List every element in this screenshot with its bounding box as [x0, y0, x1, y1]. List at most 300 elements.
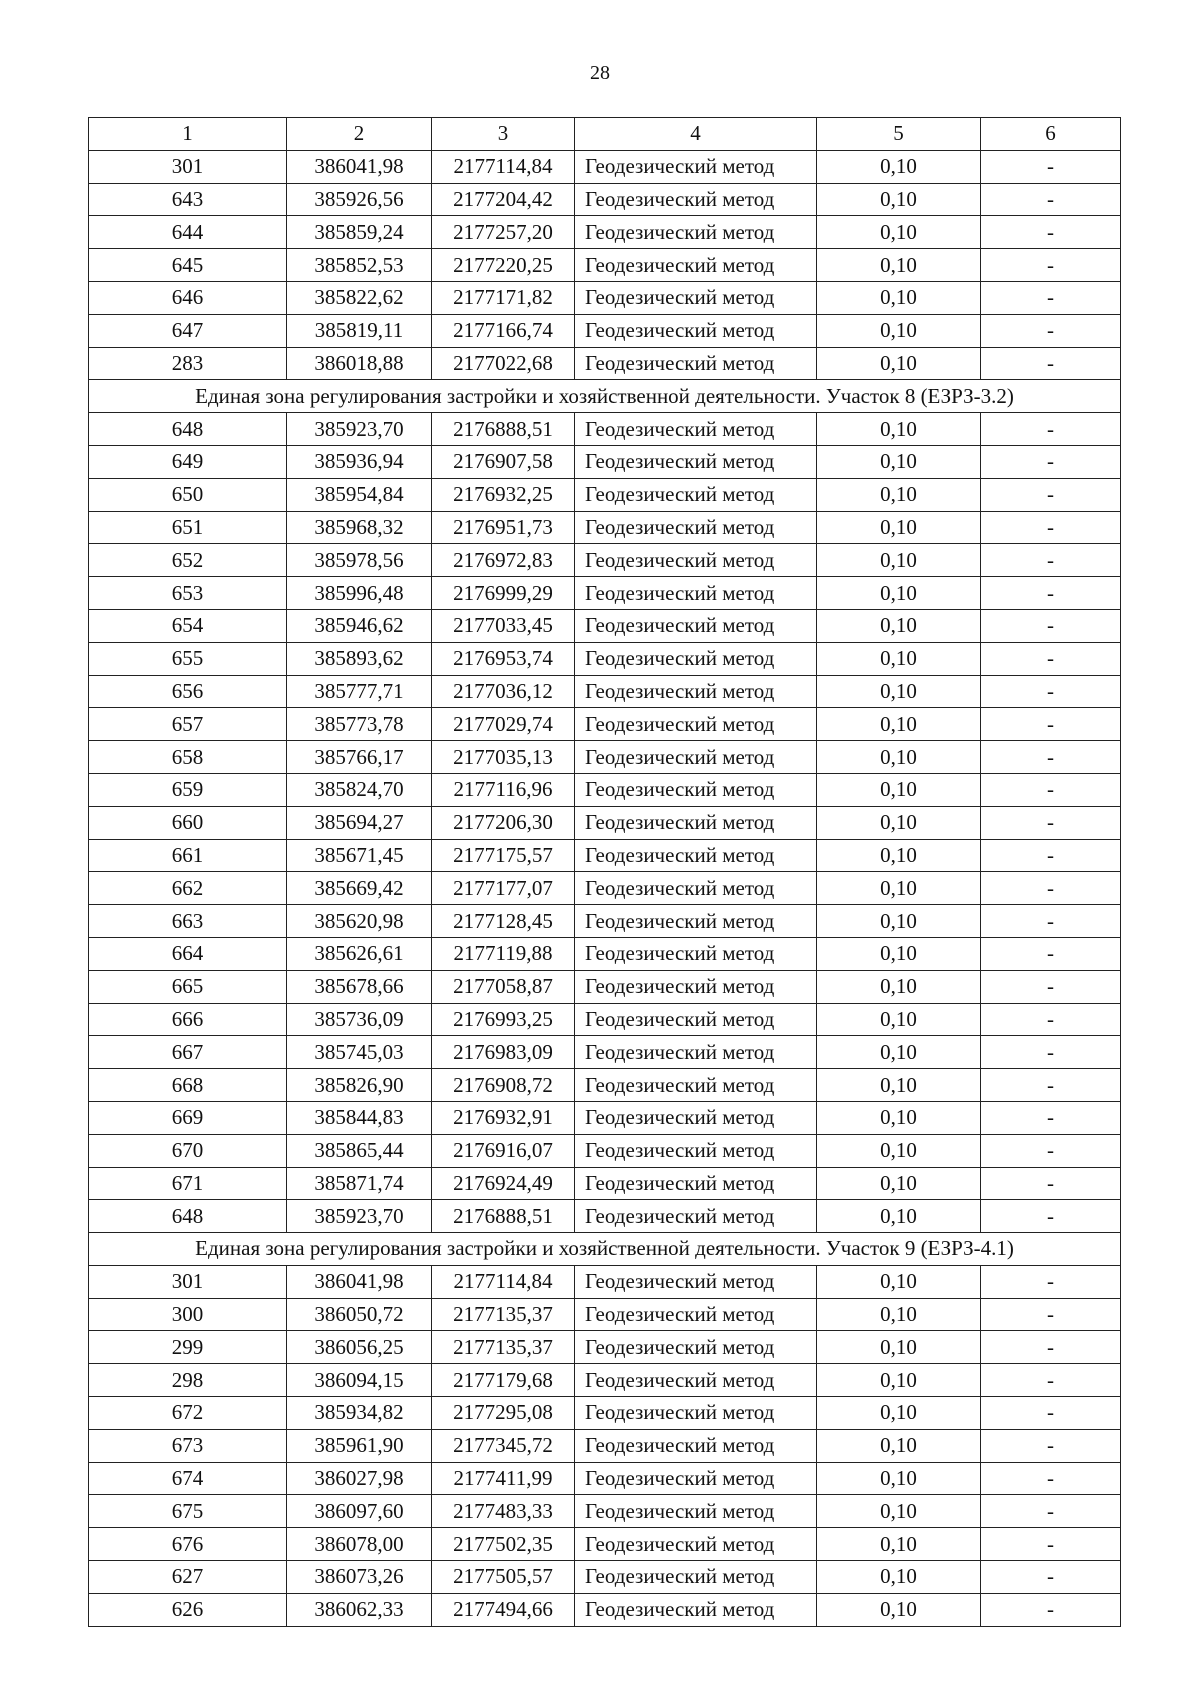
- table-cell: Геодезический метод: [575, 347, 817, 380]
- table-cell: 0,10: [817, 1397, 981, 1430]
- table-cell: 385844,83: [287, 1101, 432, 1134]
- table-cell: 386094,15: [287, 1364, 432, 1397]
- table-row: [89, 872, 1121, 905]
- table-cell: 2177128,45: [432, 905, 575, 938]
- column-header: 4: [575, 118, 817, 151]
- table-cell: -: [981, 347, 1121, 380]
- table-cell: -: [981, 741, 1121, 774]
- table-cell: 300: [89, 1298, 287, 1331]
- table-row: [89, 413, 1121, 446]
- table-cell: 675: [89, 1495, 287, 1528]
- table-cell: 386078,00: [287, 1528, 432, 1561]
- table-cell: 659: [89, 773, 287, 806]
- table-cell: 2176999,29: [432, 577, 575, 610]
- table-cell: -: [981, 281, 1121, 314]
- table-row: [89, 511, 1121, 544]
- table-cell: 2176932,91: [432, 1101, 575, 1134]
- table-cell: -: [981, 1101, 1121, 1134]
- table-cell: 0,10: [817, 1495, 981, 1528]
- table-cell: 2176907,58: [432, 445, 575, 478]
- table-cell: 0,10: [817, 511, 981, 544]
- table-cell: 669: [89, 1101, 287, 1134]
- table-row: [89, 1462, 1121, 1495]
- table-cell: 0,10: [817, 183, 981, 216]
- table-row: [89, 1298, 1121, 1331]
- table-cell: 385852,53: [287, 249, 432, 282]
- table-cell: 626: [89, 1593, 287, 1626]
- table-cell: 647: [89, 314, 287, 347]
- table-cell: -: [981, 839, 1121, 872]
- table-row: [89, 577, 1121, 610]
- table-cell: 646: [89, 281, 287, 314]
- table-cell: 2177166,74: [432, 314, 575, 347]
- table-row: [89, 642, 1121, 675]
- table-cell: -: [981, 544, 1121, 577]
- section-title-row: [89, 380, 1121, 413]
- table-cell: 0,10: [817, 1528, 981, 1561]
- table-cell: -: [981, 872, 1121, 905]
- table-cell: 2177036,12: [432, 675, 575, 708]
- table-cell: -: [981, 478, 1121, 511]
- table-cell: -: [981, 970, 1121, 1003]
- table-cell: 654: [89, 609, 287, 642]
- table-cell: Геодезический метод: [575, 1429, 817, 1462]
- table-cell: 385824,70: [287, 773, 432, 806]
- table-cell: 385968,32: [287, 511, 432, 544]
- table-cell: 2176953,74: [432, 642, 575, 675]
- table-cell: Геодезический метод: [575, 937, 817, 970]
- table-cell: 2177411,99: [432, 1462, 575, 1495]
- table-cell: Геодезический метод: [575, 1495, 817, 1528]
- table-cell: -: [981, 511, 1121, 544]
- table-cell: Геодезический метод: [575, 1003, 817, 1036]
- table-cell: 0,10: [817, 1593, 981, 1626]
- table-row: [89, 806, 1121, 839]
- table-cell: 2177206,30: [432, 806, 575, 839]
- table-cell: 385773,78: [287, 708, 432, 741]
- table-cell: 663: [89, 905, 287, 938]
- table-cell: 2177179,68: [432, 1364, 575, 1397]
- table-cell: -: [981, 445, 1121, 478]
- table-cell: 385822,62: [287, 281, 432, 314]
- table-cell: -: [981, 1036, 1121, 1069]
- table-cell: 0,10: [817, 577, 981, 610]
- table-row: [89, 773, 1121, 806]
- table-cell: 0,10: [817, 1134, 981, 1167]
- table-cell: 385923,70: [287, 413, 432, 446]
- table-row: [89, 1561, 1121, 1594]
- table-cell: 2177502,35: [432, 1528, 575, 1561]
- table-cell: -: [981, 609, 1121, 642]
- table-cell: 0,10: [817, 970, 981, 1003]
- table-row: [89, 183, 1121, 216]
- table-cell: 671: [89, 1167, 287, 1200]
- table-row: [89, 708, 1121, 741]
- table-cell: 386097,60: [287, 1495, 432, 1528]
- table-cell: 666: [89, 1003, 287, 1036]
- table-cell: -: [981, 1593, 1121, 1626]
- table-cell: 2176972,83: [432, 544, 575, 577]
- table-cell: Геодезический метод: [575, 511, 817, 544]
- table-cell: 2177494,66: [432, 1593, 575, 1626]
- table-cell: 0,10: [817, 1429, 981, 1462]
- table-cell: 2177177,07: [432, 872, 575, 905]
- table-cell: 0,10: [817, 249, 981, 282]
- table-cell: 385893,62: [287, 642, 432, 675]
- table-cell: 385626,61: [287, 937, 432, 970]
- table-cell: -: [981, 1003, 1121, 1036]
- column-header: 6: [981, 118, 1121, 151]
- table-cell: 0,10: [817, 1200, 981, 1233]
- table-cell: -: [981, 314, 1121, 347]
- table-row: [89, 249, 1121, 282]
- table-cell: 2177204,42: [432, 183, 575, 216]
- table-cell: Геодезический метод: [575, 577, 817, 610]
- table-row: [89, 281, 1121, 314]
- column-header: 1: [89, 118, 287, 151]
- table-cell: 665: [89, 970, 287, 1003]
- table-cell: Геодезический метод: [575, 544, 817, 577]
- table-cell: 673: [89, 1429, 287, 1462]
- table-row: [89, 1495, 1121, 1528]
- table-row: [89, 544, 1121, 577]
- table-row: [89, 675, 1121, 708]
- table-cell: 385819,11: [287, 314, 432, 347]
- table-cell: 385736,09: [287, 1003, 432, 1036]
- table-cell: 2177029,74: [432, 708, 575, 741]
- table-cell: 0,10: [817, 1265, 981, 1298]
- table-row: [89, 609, 1121, 642]
- table-cell: 385954,84: [287, 478, 432, 511]
- table-cell: 2176916,07: [432, 1134, 575, 1167]
- table-cell: -: [981, 183, 1121, 216]
- table-cell: 653: [89, 577, 287, 610]
- table-cell: 0,10: [817, 642, 981, 675]
- table-header-row: [89, 118, 1121, 151]
- table-cell: 2177033,45: [432, 609, 575, 642]
- table-cell: 2177483,33: [432, 1495, 575, 1528]
- table-row: [89, 905, 1121, 938]
- table-cell: 0,10: [817, 347, 981, 380]
- table-cell: 2176993,25: [432, 1003, 575, 1036]
- table-cell: Геодезический метод: [575, 1298, 817, 1331]
- table-cell: 662: [89, 872, 287, 905]
- table-cell: -: [981, 1397, 1121, 1430]
- table-cell: -: [981, 577, 1121, 610]
- table-cell: 2176888,51: [432, 413, 575, 446]
- table-cell: 0,10: [817, 741, 981, 774]
- table-cell: 2177114,84: [432, 150, 575, 183]
- table-cell: 2176932,25: [432, 478, 575, 511]
- table-cell: 386041,98: [287, 1265, 432, 1298]
- table-cell: 672: [89, 1397, 287, 1430]
- table-cell: 301: [89, 150, 287, 183]
- table-cell: Геодезический метод: [575, 183, 817, 216]
- table-cell: -: [981, 1561, 1121, 1594]
- table-row: [89, 1134, 1121, 1167]
- table-cell: 0,10: [817, 445, 981, 478]
- table-cell: Геодезический метод: [575, 1462, 817, 1495]
- table-cell: Геодезический метод: [575, 314, 817, 347]
- table-cell: -: [981, 1528, 1121, 1561]
- table-cell: Геодезический метод: [575, 150, 817, 183]
- table-cell: -: [981, 806, 1121, 839]
- table-cell: Геодезический метод: [575, 249, 817, 282]
- table-row: [89, 1331, 1121, 1364]
- table-cell: 2177295,08: [432, 1397, 575, 1430]
- table-cell: -: [981, 1265, 1121, 1298]
- table-cell: Геодезический метод: [575, 1265, 817, 1298]
- table-row: [89, 150, 1121, 183]
- table-row: [89, 1069, 1121, 1102]
- table-row: [89, 970, 1121, 1003]
- table-cell: 2177058,87: [432, 970, 575, 1003]
- table-cell: 657: [89, 708, 287, 741]
- table-cell: Геодезический метод: [575, 642, 817, 675]
- table-cell: 627: [89, 1561, 287, 1594]
- table-cell: 385961,90: [287, 1429, 432, 1462]
- table-row: [89, 1265, 1121, 1298]
- table-cell: 2177345,72: [432, 1429, 575, 1462]
- table-cell: Геодезический метод: [575, 741, 817, 774]
- table-cell: -: [981, 773, 1121, 806]
- table-cell: 656: [89, 675, 287, 708]
- table-cell: 670: [89, 1134, 287, 1167]
- table-row: [89, 216, 1121, 249]
- table-cell: Геодезический метод: [575, 609, 817, 642]
- table-cell: 652: [89, 544, 287, 577]
- table-cell: 648: [89, 413, 287, 446]
- table-cell: 0,10: [817, 839, 981, 872]
- table-cell: Геодезический метод: [575, 708, 817, 741]
- table-cell: 385766,17: [287, 741, 432, 774]
- table-cell: Геодезический метод: [575, 872, 817, 905]
- table-cell: -: [981, 1495, 1121, 1528]
- table-cell: 651: [89, 511, 287, 544]
- table-cell: Геодезический метод: [575, 478, 817, 511]
- table-cell: 664: [89, 937, 287, 970]
- table-cell: 385678,66: [287, 970, 432, 1003]
- table-cell: 0,10: [817, 544, 981, 577]
- table-cell: 649: [89, 445, 287, 478]
- table-cell: -: [981, 1298, 1121, 1331]
- table-cell: 0,10: [817, 937, 981, 970]
- table-row: [89, 1036, 1121, 1069]
- table-cell: 0,10: [817, 216, 981, 249]
- table-cell: 644: [89, 216, 287, 249]
- table-cell: Геодезический метод: [575, 806, 817, 839]
- table-cell: -: [981, 1462, 1121, 1495]
- table-cell: 385620,98: [287, 905, 432, 938]
- table-cell: 385996,48: [287, 577, 432, 610]
- table-cell: 661: [89, 839, 287, 872]
- table-body: [89, 150, 1121, 1626]
- table-cell: -: [981, 216, 1121, 249]
- table-cell: Геодезический метод: [575, 216, 817, 249]
- table-cell: 2176983,09: [432, 1036, 575, 1069]
- table-cell: 0,10: [817, 413, 981, 446]
- table-cell: Геодезический метод: [575, 1593, 817, 1626]
- table-cell: 2176951,73: [432, 511, 575, 544]
- table-cell: 648: [89, 1200, 287, 1233]
- table-cell: 385865,44: [287, 1134, 432, 1167]
- table-cell: -: [981, 150, 1121, 183]
- table-row: [89, 839, 1121, 872]
- table-row: [89, 314, 1121, 347]
- table-cell: Геодезический метод: [575, 1069, 817, 1102]
- table-cell: 2176924,49: [432, 1167, 575, 1200]
- table-cell: 385936,94: [287, 445, 432, 478]
- table-cell: 0,10: [817, 773, 981, 806]
- table-cell: 0,10: [817, 806, 981, 839]
- table-row: [89, 1101, 1121, 1134]
- table-cell: 0,10: [817, 1101, 981, 1134]
- table-cell: 385745,03: [287, 1036, 432, 1069]
- table-row: [89, 1003, 1121, 1036]
- table-cell: 0,10: [817, 1298, 981, 1331]
- table-row: [89, 1364, 1121, 1397]
- table-cell: 385669,42: [287, 872, 432, 905]
- table-cell: Геодезический метод: [575, 1364, 817, 1397]
- table-cell: 2177505,57: [432, 1561, 575, 1594]
- table-cell: 385671,45: [287, 839, 432, 872]
- table-cell: 0,10: [817, 478, 981, 511]
- table-cell: 674: [89, 1462, 287, 1495]
- table-cell: 2177114,84: [432, 1265, 575, 1298]
- table-cell: 2177119,88: [432, 937, 575, 970]
- table-cell: 386073,26: [287, 1561, 432, 1594]
- table-cell: 385934,82: [287, 1397, 432, 1430]
- table-cell: 386056,25: [287, 1331, 432, 1364]
- table-row: [89, 478, 1121, 511]
- table-cell: 0,10: [817, 675, 981, 708]
- table-cell: 0,10: [817, 872, 981, 905]
- table-row: [89, 445, 1121, 478]
- table-cell: 0,10: [817, 1167, 981, 1200]
- table-cell: 655: [89, 642, 287, 675]
- table-cell: -: [981, 249, 1121, 282]
- table-cell: 2177035,13: [432, 741, 575, 774]
- table-cell: 386050,72: [287, 1298, 432, 1331]
- table-row: [89, 347, 1121, 380]
- table-cell: 385777,71: [287, 675, 432, 708]
- table-cell: -: [981, 937, 1121, 970]
- table-cell: 2177175,57: [432, 839, 575, 872]
- table-cell: 660: [89, 806, 287, 839]
- table-cell: 0,10: [817, 905, 981, 938]
- table-cell: -: [981, 905, 1121, 938]
- table-cell: 0,10: [817, 609, 981, 642]
- table-cell: 2177135,37: [432, 1331, 575, 1364]
- table-cell: -: [981, 1429, 1121, 1462]
- table-cell: 668: [89, 1069, 287, 1102]
- table-cell: 0,10: [817, 1069, 981, 1102]
- table-cell: -: [981, 642, 1121, 675]
- table-cell: 299: [89, 1331, 287, 1364]
- table-cell: 385871,74: [287, 1167, 432, 1200]
- table-cell: Геодезический метод: [575, 1331, 817, 1364]
- table-cell: Геодезический метод: [575, 1528, 817, 1561]
- section-title: Единая зона регулирования застройки и хозяйственной деятельности. Участок 9 (ЕЗРЗ-4.1): [89, 1233, 1121, 1266]
- table-row: [89, 1167, 1121, 1200]
- table-cell: 0,10: [817, 708, 981, 741]
- table-cell: 283: [89, 347, 287, 380]
- table-cell: 386027,98: [287, 1462, 432, 1495]
- table-row: [89, 1593, 1121, 1626]
- column-header: 2: [287, 118, 432, 151]
- table-cell: -: [981, 1069, 1121, 1102]
- table-row: [89, 1429, 1121, 1462]
- table-cell: 298: [89, 1364, 287, 1397]
- table-cell: 0,10: [817, 1364, 981, 1397]
- table-cell: Геодезический метод: [575, 1561, 817, 1594]
- table-cell: 385926,56: [287, 183, 432, 216]
- table-cell: Геодезический метод: [575, 1101, 817, 1134]
- table-cell: 386018,88: [287, 347, 432, 380]
- table-cell: 385694,27: [287, 806, 432, 839]
- table-cell: 667: [89, 1036, 287, 1069]
- table-cell: -: [981, 708, 1121, 741]
- table-cell: 2177171,82: [432, 281, 575, 314]
- table-cell: Геодезический метод: [575, 1397, 817, 1430]
- table-cell: -: [981, 413, 1121, 446]
- table-cell: 385826,90: [287, 1069, 432, 1102]
- table-cell: -: [981, 1364, 1121, 1397]
- table-cell: Геодезический метод: [575, 281, 817, 314]
- table-cell: 2176888,51: [432, 1200, 575, 1233]
- table-cell: -: [981, 1331, 1121, 1364]
- table-cell: 0,10: [817, 150, 981, 183]
- table-cell: Геодезический метод: [575, 413, 817, 446]
- table-cell: -: [981, 675, 1121, 708]
- section-title: Единая зона регулирования застройки и хозяйственной деятельности. Участок 8 (ЕЗРЗ-3.2): [89, 380, 1121, 413]
- table-row: [89, 1397, 1121, 1430]
- table-cell: Геодезический метод: [575, 1134, 817, 1167]
- table-cell: Геодезический метод: [575, 839, 817, 872]
- table-cell: Геодезический метод: [575, 675, 817, 708]
- page-number: 28: [590, 62, 610, 84]
- table-row: [89, 1200, 1121, 1233]
- table-cell: 385978,56: [287, 544, 432, 577]
- table-cell: 2177257,20: [432, 216, 575, 249]
- table-cell: 301: [89, 1265, 287, 1298]
- table-cell: Геодезический метод: [575, 1036, 817, 1069]
- table-cell: 386062,33: [287, 1593, 432, 1626]
- table-cell: 385923,70: [287, 1200, 432, 1233]
- table-cell: 0,10: [817, 1561, 981, 1594]
- table-cell: 385946,62: [287, 609, 432, 642]
- table-cell: Геодезический метод: [575, 1167, 817, 1200]
- table-row: [89, 937, 1121, 970]
- section-title-row: [89, 1233, 1121, 1266]
- table-cell: 385859,24: [287, 216, 432, 249]
- table-cell: 643: [89, 183, 287, 216]
- table-cell: 386041,98: [287, 150, 432, 183]
- table-cell: 2177135,37: [432, 1298, 575, 1331]
- table-cell: -: [981, 1134, 1121, 1167]
- table-row: [89, 1528, 1121, 1561]
- table-cell: 650: [89, 478, 287, 511]
- table-cell: Геодезический метод: [575, 905, 817, 938]
- coordinates-table: [88, 117, 1121, 1627]
- table-cell: 658: [89, 741, 287, 774]
- table-cell: 0,10: [817, 314, 981, 347]
- table-cell: 0,10: [817, 1462, 981, 1495]
- table-cell: 2177022,68: [432, 347, 575, 380]
- table-cell: 2177220,25: [432, 249, 575, 282]
- table-cell: Геодезический метод: [575, 970, 817, 1003]
- column-header: 5: [817, 118, 981, 151]
